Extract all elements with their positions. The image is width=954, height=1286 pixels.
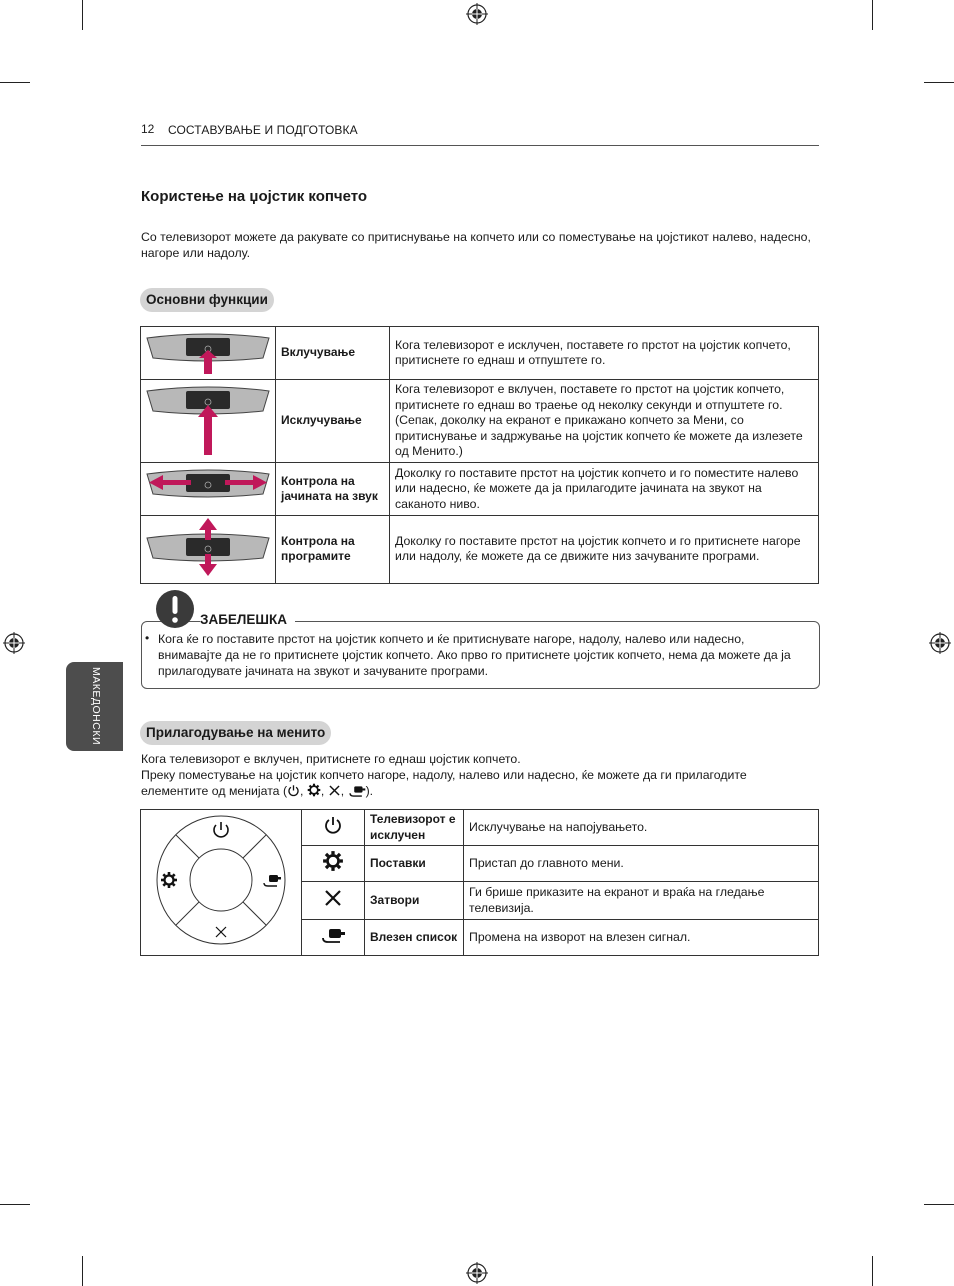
basic-functions-table — [140, 326, 819, 584]
page-title: Користење на џојстик копчето — [141, 188, 368, 205]
menu-item-description: Промена на изворот на влезен сигнал. — [464, 920, 819, 956]
crop-mark — [0, 1204, 30, 1205]
crop-mark — [82, 1256, 83, 1286]
function-label: Вклучување — [276, 327, 390, 380]
crop-mark — [0, 82, 30, 83]
menu-intro-line: Кога телевизорот е вклучен, притиснете го еднаш џојстик копчето. — [141, 752, 521, 766]
registration-mark-icon — [929, 632, 951, 654]
joystick-left-right-icon — [143, 464, 273, 510]
joystick-menu-wheel — [151, 812, 291, 948]
gear-icon — [322, 850, 344, 872]
menu-icon-cell — [302, 882, 365, 920]
function-label: Контрола на јачината на звук — [276, 463, 390, 516]
warning-icon — [156, 590, 194, 628]
menu-icon-cell — [302, 846, 365, 882]
section-title: СОСТАВУВАЊЕ И ПОДГОТОВКА — [168, 123, 358, 137]
function-description: Кога телевизорот е вклучен, поставете го прстот на џојстик копчето, притиснете го еднаш во траење од неколку секунди и отпуштете го. (Сепак, доколку на екранот е прикажано копчето за Мени, со притиснување и задржување на џојстик копчето ќе можете да излезете од Менито.) — [390, 380, 819, 463]
joystick-power-off-icon — [143, 381, 273, 457]
joystick-press-image — [141, 327, 276, 380]
registration-mark-icon — [466, 3, 488, 25]
note-bullet: • — [145, 631, 150, 645]
icon-separator: , — [320, 784, 325, 798]
registration-mark-icon — [466, 1262, 488, 1284]
function-label: Исклучување — [276, 380, 390, 463]
input-icon — [348, 784, 366, 797]
joystick-volume-image — [141, 463, 276, 516]
menu-table — [140, 809, 819, 956]
crop-mark — [924, 82, 954, 83]
menu-item-description: Ги брише приказите на екранот и враќа на гледање телевизија. — [464, 882, 819, 920]
menu-item-label: Поставки — [365, 846, 464, 882]
table-row — [141, 463, 819, 516]
menu-intro-prefix: елементите од менијата ( — [141, 784, 288, 798]
intro-paragraph: Со телевизорот можете да ракувате со притиснување на копчето или со поместување на џојстикот налево, надесно, нагоре или надолу. — [141, 230, 811, 260]
function-description: Доколку го поставите прстот на џојстик копчето и го притиснете нагоре или надолу, ќе можете да се движите низ зачуваните програми. — [390, 516, 819, 584]
menu-item-label: Телевизорот е исклучен — [365, 810, 464, 846]
power-icon — [287, 784, 300, 797]
crop-mark — [82, 0, 83, 30]
function-label: Контрола на програмите — [276, 516, 390, 584]
crop-mark — [924, 1204, 954, 1205]
menu-item-label: Затвори — [365, 882, 464, 920]
crop-mark — [872, 1256, 873, 1286]
menu-item-label: Влезен список — [365, 920, 464, 956]
page-number: 12 — [141, 122, 155, 136]
icon-separator: , — [340, 784, 345, 798]
table-row — [141, 380, 819, 463]
joystick-program-image — [141, 516, 276, 584]
close-icon — [328, 784, 341, 797]
crop-mark — [872, 0, 873, 30]
menu-icon-cell — [302, 920, 365, 956]
table-row — [141, 810, 819, 846]
menu-item-description: Исклучување на напојувањето. — [464, 810, 819, 846]
menu-intro-suffix: ). — [365, 784, 374, 798]
basic-functions-heading: Основни функции — [140, 288, 274, 312]
note-text: Кога ќе го поставите прстот на џојстик копчето и ќе притиснувате нагоре, надолу, налево или надесно, внимавајте да не го притиснете џојстик копчето. Ако прво го притиснете џојстик копчето, нема да можете да ја прилагодувате јачината на звукот и зачуваните програми. — [158, 632, 791, 678]
joystick-up-down-icon — [143, 516, 273, 578]
joystick-power-on-icon — [143, 328, 273, 374]
menu-intro-line — [141, 783, 821, 800]
registration-mark-icon — [3, 632, 25, 654]
gear-icon — [307, 783, 321, 797]
close-icon — [323, 888, 343, 908]
menu-intro — [141, 752, 821, 800]
icon-separator: , — [300, 784, 304, 798]
menu-icon-cell — [302, 810, 365, 846]
menu-item-description: Пристап до главното мени. — [464, 846, 819, 882]
menu-heading: Прилагодување на менито — [140, 721, 331, 745]
joystick-menu-diagram — [141, 810, 302, 956]
input-icon — [320, 926, 346, 944]
table-row — [141, 516, 819, 584]
menu-intro-line: Преку поместување на џојстик копчето нагоре, надолу, налево или надесно, ќе можете да ги прилагодите — [141, 767, 747, 782]
joystick-hold-image — [141, 380, 276, 463]
header-divider — [141, 145, 819, 146]
function-description: Доколку го поставите прстот на џојстик копчето и го поместите налево или надесно, ќе можете да ја прилагодите јачината на звукот на саканото ниво. — [390, 463, 819, 516]
table-row — [141, 327, 819, 380]
note-title: ЗАБЕЛЕШКА — [200, 612, 295, 627]
function-description: Кога телевизорот е исклучен, поставете го прстот на џојстик копчето, притиснете го еднаш и отпуштете го. — [390, 327, 819, 380]
language-tab-label: МАКЕДОНСКИ — [90, 667, 102, 745]
power-icon — [323, 815, 343, 835]
